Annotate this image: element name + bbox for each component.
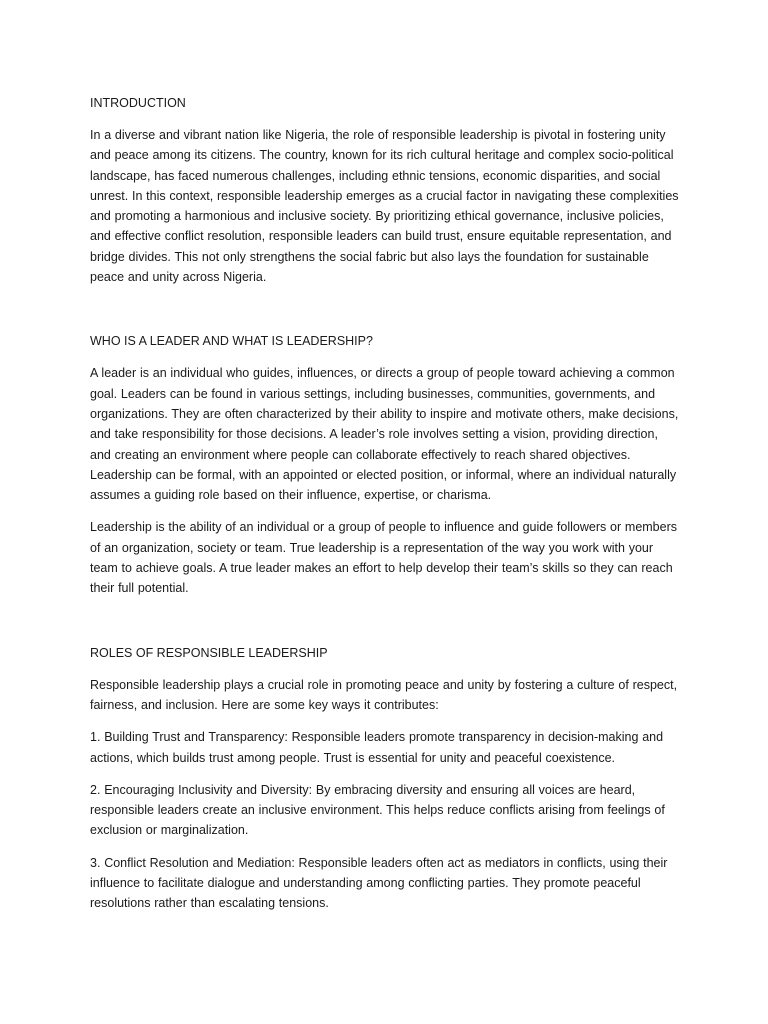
roles-item-3: 3. Conflict Resolution and Mediation: Responsible leaders often act as mediators in conflicts, using their influence to facilitate dialogue and understanding among conflicting parties. They promote peaceful resolutions rather than escalating tensions. <box>90 855 668 911</box>
spacer <box>90 351 680 363</box>
spacer <box>90 841 680 853</box>
leader-paragraph-1: A leader is an individual who guides, influences, or directs a group of people toward achieving a common goal. Leaders can be found in various settings, including businesses, communities, governments, and organizations. They are often characterized by their ability to inspire and motivate others, make decisions, and take responsibility for those decisions. A leader’s role involves setting a vision, providing direction, and creating an environment where people can collaborate effectively to reach shared objectives. Leadership can be formal, with an appointed or elected position, or informal, where an individual naturally assumes a guiding role based on their influence, expertise, or charisma. <box>90 366 679 503</box>
spacer <box>90 599 680 643</box>
spacer <box>90 768 680 780</box>
section-heading-introduction: INTRODUCTION <box>90 96 186 110</box>
roles-item-1: 1. Building Trust and Transparency: Responsible leaders promote transparency in decision-making and actions, which builds trust among people. Trust is essential for unity and peaceful coexistence. <box>90 730 664 765</box>
leader-paragraph-2: Leadership is the ability of an individual or a group of people to influence and guide followers or members of an organization, society or team. True leadership is a representation of the way you work with your team to achieve goals. A true leader makes an effort to help develop their team’s skills so they can reach their full potential. <box>90 520 678 596</box>
spacer <box>90 113 680 125</box>
spacer <box>90 715 680 727</box>
roles-item-2: 2. Encouraging Inclusivity and Diversity: By embracing diversity and ensuring all voices are heard, responsible leaders create an inclusive environment. This helps reduce conflicts arising from feelings of exclusion or marginalization. <box>90 782 665 838</box>
section-heading-roles: ROLES OF RESPONSIBLE LEADERSHIP <box>90 645 328 660</box>
spacer <box>90 505 680 517</box>
introduction-paragraph: In a diverse and vibrant nation like Nigeria, the role of responsible leadership is pivotal in fostering unity and peace among its citizens. The country, known for its rich cultural heritage and complex socio-political landscape, has faced numerous challenges, including ethnic tensions, economic disparities, and social unrest. In this context, responsible leadership emerges as a crucial factor in navigating these complexities and promoting a harmonious and inclusive society. By prioritizing ethical governance, inclusive policies, and effective conflict resolution, responsible leaders can build trust, ensure equitable representation, and bridge divides. This not only strengthens the social fabric but also lays the foundation for sustainable peace and unity across Nigeria. <box>90 128 679 285</box>
document-page <box>90 93 680 914</box>
section-heading-leader: WHO IS A LEADER AND WHAT IS LEADERSHIP? <box>90 334 373 349</box>
roles-paragraph-intro: Responsible leadership plays a crucial role in promoting peace and unity by fostering a culture of respect, fairness, and inclusion. Here are some key ways it contributes: <box>90 677 678 712</box>
spacer <box>90 663 680 675</box>
spacer <box>90 287 680 331</box>
